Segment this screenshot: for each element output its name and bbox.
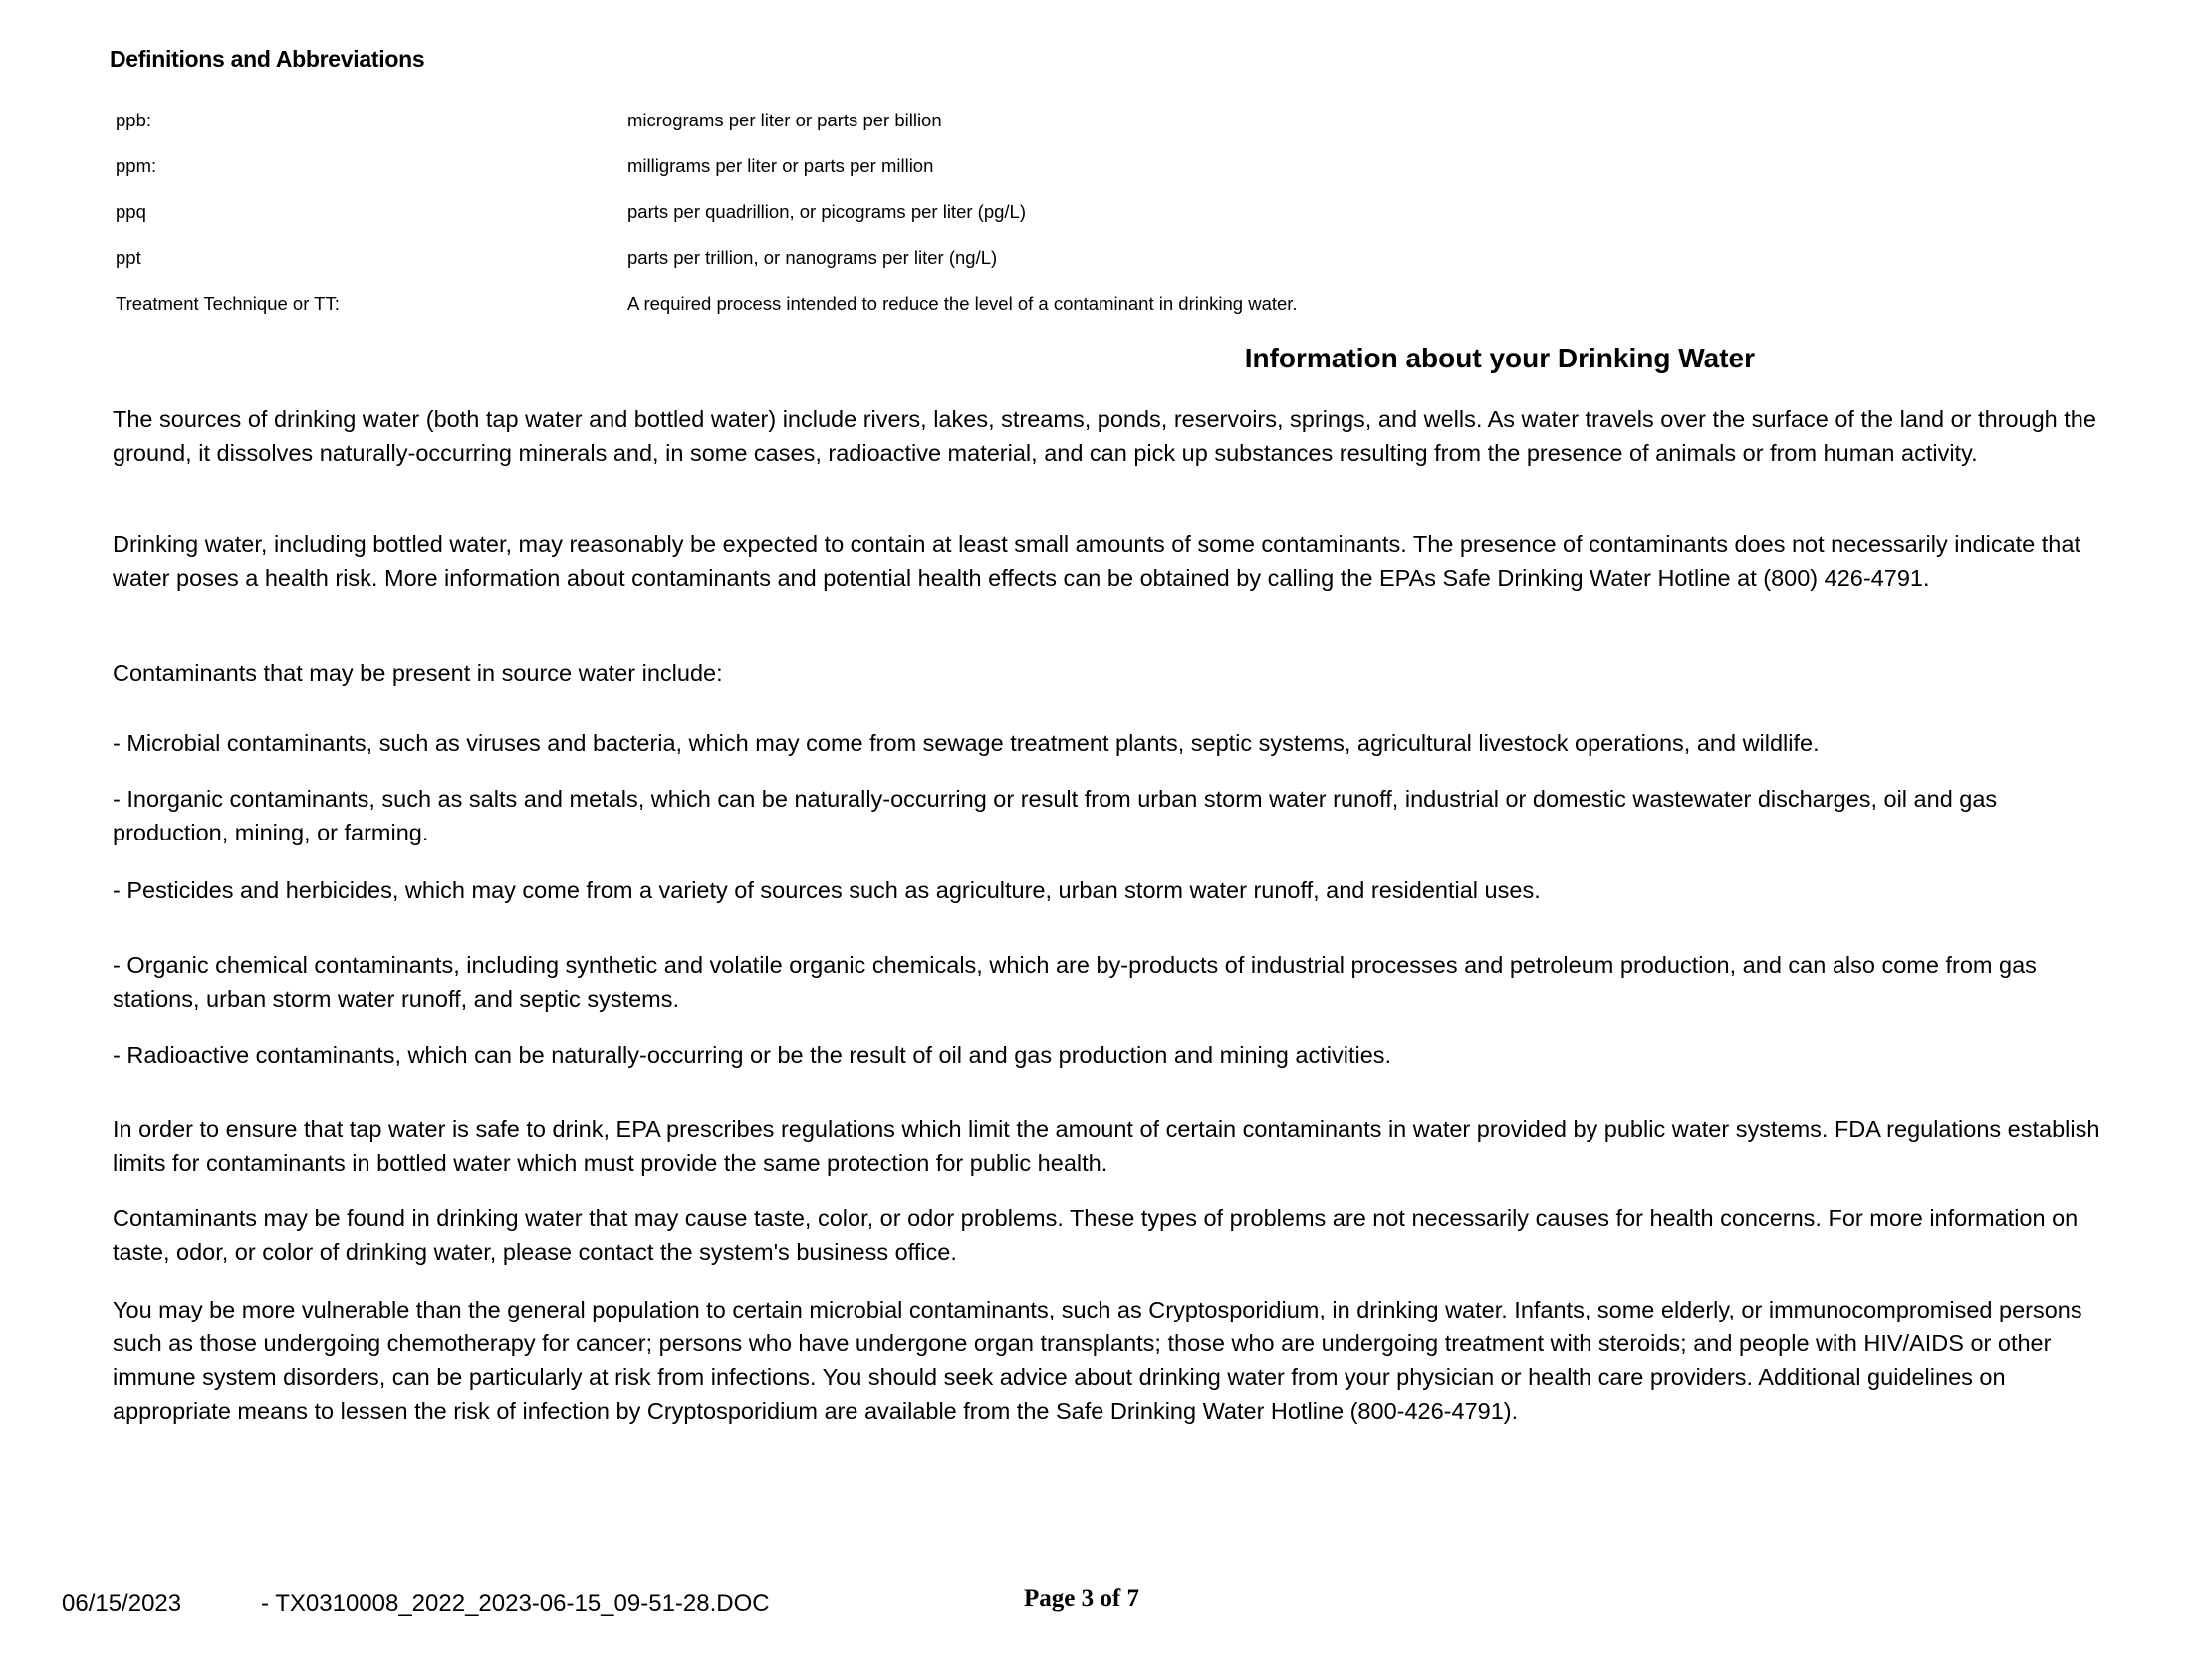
list-item-microbial: - Microbial contaminants, such as viruses and bacteria, which may come from sewage treatment plants, septic systems, agricultural livestock operations, and wildlife. <box>113 730 1820 756</box>
definition-term: Treatment Technique or TT: <box>116 293 340 314</box>
list-item-radioactive: - Radioactive contaminants, which can be naturally-occurring or be the result of oil and gas production and mining activities. <box>113 1042 1392 1068</box>
paragraph-epa-regulations: In order to ensure that tap water is safe to drink, EPA prescribes regulations which limit the amount of certain contaminants in water provided by public water systems. FDA regulations establish limits for contaminants in bottled water which must provide the same protection for public health. <box>113 1116 2100 1176</box>
section-title <box>0 343 1755 374</box>
definition-term: ppq <box>116 201 146 222</box>
definition-row-ppb <box>116 106 2008 135</box>
definition-term: ppt <box>116 247 141 268</box>
list-item-pesticides: - Pesticides and herbicides, which may come from a variety of sources such as agriculture, urban storm water runoff, and residential uses. <box>113 877 1541 903</box>
definition-description: milligrams per liter or parts per million <box>627 155 934 176</box>
paragraph-taste-color-odor: Contaminants may be found in drinking water that may cause taste, color, or odor problems. These types of problems are not necessarily causes for health concerns. For more information on taste, odor, or color of drinking water, please contact the system's business office. <box>113 1205 2079 1265</box>
definition-term: ppm: <box>116 155 157 176</box>
list-item-organic: - Organic chemical contaminants, including synthetic and volatile organic chemicals, which are by-products of industrial processes and petroleum production, and can also come from gas stations, urban storm water runoff, and septic systems. <box>113 952 2037 1012</box>
definition-description: parts per trillion, or nanograms per liter (ng/L) <box>627 247 998 268</box>
list-item-inorganic: - Inorganic contaminants, such as salts and metals, which can be naturally-occurring or result from urban storm water runoff, industrial or domestic wastewater discharges, oil and gas production, mining, or farming. <box>113 786 1998 845</box>
paragraph-contaminants-expected: Drinking water, including bottled water, may reasonably be expected to contain at least small amounts of some contaminants. The presence of contaminants does not necessarily indicate that water poses a health risk. More information about contaminants and potential health effects can be obtained by calling the EPAs Safe Drinking Water Hotline at (800) 426-4791. <box>113 531 2080 591</box>
footer-page-number: Page 3 of 7 <box>1024 1585 1139 1612</box>
definition-row-ppq <box>116 197 2008 227</box>
footer-filename: - TX0310008_2022_2023-06-15_09-51-28.DOC <box>261 1590 770 1617</box>
paragraph-vulnerable-populations: You may be more vulnerable than the general population to certain microbial contaminants, such as Cryptosporidium, in drinking water. Infants, some elderly, or immunocompromised persons such as those undergoing chemotherapy for cancer; persons who have undergone organ transplants; those who are undergoing treatment with steroids; and people with HIV/AIDS or other immune system disorders, can be particularly at risk from infections. You should seek advice about drinking water from your physician or health care providers. Additional guidelines on appropriate means to lessen the risk of infection by Cryptosporidium are available from the Safe Drinking Water Hotline (800-426-4791). <box>113 1297 2082 1424</box>
definitions-title: Definitions and Abbreviations <box>110 46 425 72</box>
definition-row-treatment-technique <box>116 289 2008 319</box>
definition-description: parts per quadrillion, or picograms per liter (pg/L) <box>627 201 1026 222</box>
footer-date: 06/15/2023 <box>62 1590 182 1617</box>
paragraph-contaminants-intro: Contaminants that may be present in source water include: <box>113 660 723 686</box>
paragraph-sources: The sources of drinking water (both tap water and bottled water) include rivers, lakes, streams, ponds, reservoirs, springs, and wells. As water travels over the surface of the land or through the ground, it dissolves naturally-occurring minerals and, in some cases, radioactive material, and can pick up substances resulting from the presence of animals or from human activity. <box>113 406 2096 466</box>
definition-row-ppt <box>116 243 2008 273</box>
definition-term: ppb: <box>116 110 152 130</box>
definition-description: A required process intended to reduce the level of a contaminant in drinking water. <box>627 293 1298 314</box>
definition-row-ppm <box>116 151 2008 181</box>
definition-description: micrograms per liter or parts per billion <box>627 110 942 130</box>
section-title-text: Information about your Drinking Water <box>1244 343 1755 373</box>
